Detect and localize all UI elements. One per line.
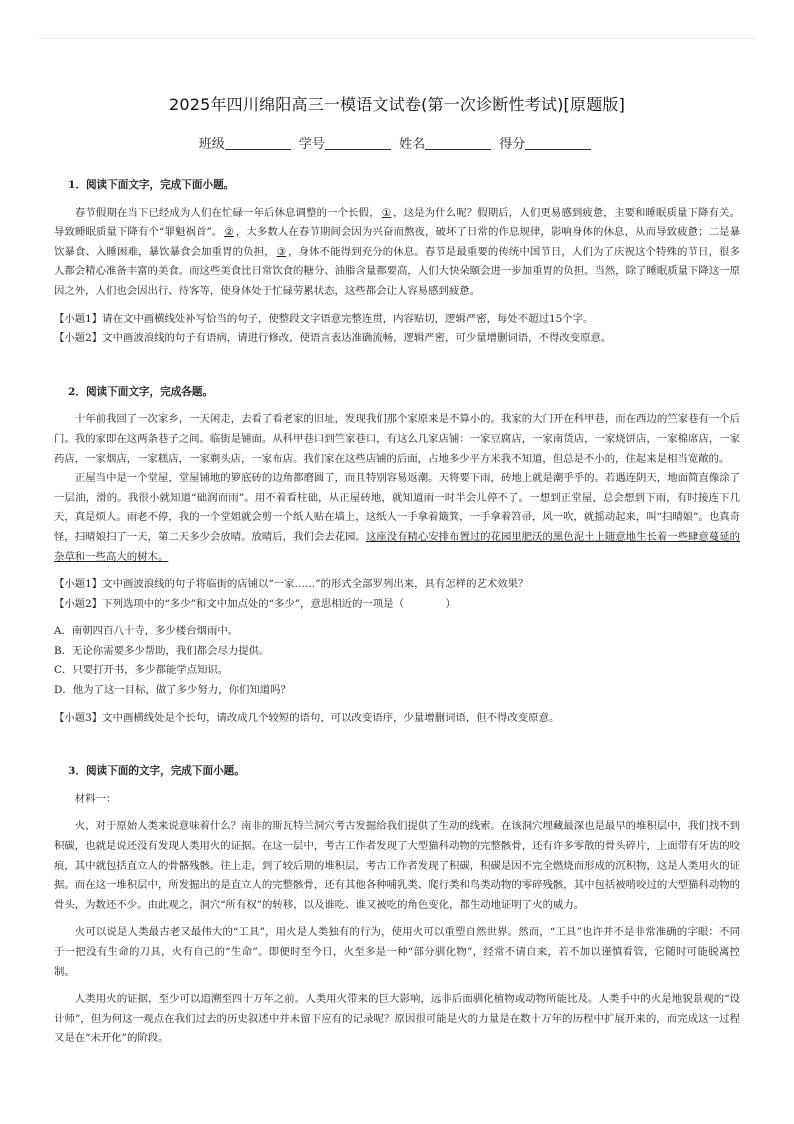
question-3-heading: 3．阅读下面的文字，完成下面小题。: [68, 765, 245, 778]
question-2-sub-2: 【小题2】下列选项中的“多少”和文中加点处的“多少”，意思相近的一项是（ ）: [54, 597, 456, 610]
question-1-sub-1: 【小题1】请在文中画横线处补写恰当的句子，使整段文字语意完整连贯，内容贴切，逻辑严密，每处不超过15个字。: [54, 312, 594, 325]
question-1: [54, 176, 740, 349]
underlined-sentence: 这座没有精心安排布置过的花园里肥沃的黑色泥土上随意地生长着一些肆意蔓延的杂草和一些高大的树木。: [54, 530, 741, 563]
option-b: B．无论你需要多少帮助，我们都会尽力提供。: [54, 644, 270, 657]
name-label: 姓名: [399, 137, 426, 152]
name-blank: [425, 137, 491, 150]
question-3-paragraph-3: 人类用火的证据，至少可以追溯至四十万年之前。人类用火带来的巨大影响，远非后面驯化植物或动物所能比及。人类手中的火是地貌景观的“设计师”，但为何这一观点在我们过去的历史叙述中并未留下应有的记录呢？原因很可能是火的力量是在数十万年的历程中扩展开来的，而完成这一过程又是在“未开化”的阶段。: [54, 993, 740, 1045]
question-2-sub-1: 【小题1】文中画波浪线的句子将临街的店铺以“一家……”的形式全部罗列出来，具有怎样的艺术效果？: [54, 578, 529, 591]
blank-2: ②: [224, 226, 234, 239]
top-divider: [38, 38, 756, 39]
question-2-paragraph-2: [54, 469, 740, 567]
blank-1: ①: [381, 206, 392, 219]
blank-3: ③: [276, 245, 287, 258]
score-blank: [525, 137, 591, 150]
page-title: 2025年四川绵阳高三一模语文试卷(第一次诊断性考试)[原题版]: [168, 95, 626, 114]
question-2-heading: 2．阅读下面文字，完成各题。: [68, 385, 214, 398]
number-blank: [325, 137, 391, 150]
option-d: D．他为了这一目标，做了多少努力，你们知道吗？: [54, 684, 291, 697]
option-c: C．只要打开书，多少都能学点知识。: [54, 664, 229, 677]
class-blank: [225, 137, 291, 150]
passage-text: ，大多数人在春节期间会因为兴奋而熬夜，破坏了日常的作息规律，影响身体的休息，从而导致疲惫；二是暴饮暴食、入睡困难，暴饮暴食会加重胃的负担，: [54, 226, 740, 258]
option-a: A．南朝四百八十寺，多少楼台烟雨中。: [54, 625, 239, 638]
question-3-paragraph-1: 火，对于原始人类来说意味着什么？南非的斯瓦特兰洞穴考古发掘给我们提供了生动的线索。在该洞穴埋藏最深也是最早的堆积层中，我们找不到积碳，也就是说还没有发现人类用火的证据。在这一层中，考古工作者发现了大型猫科动物的完整骸骨，还有许多零散的骨头碎片，上面带有牙齿的咬痕，其中就包括直立人的骨骼残骸。往上走，到了较后期的堆积层，考古工作者发现了积碳，积碳是因不完全燃烧而形成的沉积物，这是人类用火的证据。而在这一堆积层中，所发掘出的是直立人的完整骸骨，还有其他各种哺乳类、爬行类和鸟类动物的零碎残骸，其中包括被啃咬过的大型猫科动物的骨头，为数还不少。由此观之，洞穴“所有权”的转移，以及谁吃、谁又被吃的角色变化，都生动地证明了火的威力。: [54, 820, 740, 911]
passage-text: 春节假期在当下已经成为人们在忙碌一年后休息调整的一个长假，: [74, 206, 380, 219]
exam-content: [54, 176, 740, 1049]
score-label: 得分: [499, 137, 526, 152]
material-label: 材料一：: [74, 792, 117, 805]
passage-text: ，身体不能得到充分的休息。春节是最重要的传统中国节日，人们为了庆祝这个特殊的节日，很多人都会精心准备丰富的美食。而这些美食比日常饮食的糖分、油脂含量都要高，人们大快朵颐会进一步加重胃的负担。当然，除了睡眠质量下降这一原因之外，人们也会因出行、待客等，使身体处于忙碌劳累状态，这些都会让人容易感到疲惫。: [54, 245, 740, 297]
student-info-line: [0, 133, 794, 152]
question-2: [54, 383, 740, 729]
question-3: [54, 762, 740, 1049]
question-1-heading: 1．阅读下面文字，完成下面小题。: [68, 179, 235, 191]
question-3-paragraph-2: 火可以说是人类最古老又最伟大的“工具”，用火是人类独有的行为，使用火可以重塑自然世界。然而，“工具”也许并不是非常准确的字眼：不同于一把没有生命的刀具，火有自己的“生命”。即便时至今日，火至多是一种“部分驯化物”，经常不请自来，若不加以谨慎看管，它随时可能脱离控制。: [54, 926, 740, 978]
class-label: 班级: [198, 137, 225, 152]
number-label: 学号: [298, 137, 325, 152]
question-1-sub-2: 【小题2】文中画波浪线的句子有语病，请进行修改，使语言表达准确流畅，逻辑严密，可少量增删词语，不得改变原意。: [54, 332, 612, 345]
passage-text: 正屋当中是一个堂屋，堂屋铺地的箩底砖的边角都磨圆了，而且特别容易返潮。天将要下雨，砖地上就是潮乎乎的。若遇连阴天，地面简直像涂了一层油，滑的。我很小就知道“础润而雨”。用不着看柱础，从正屋砖地，就知道雨一时半会儿停不了。一想到正堂屋，总会想到下雨，有时接连下几天，真是烦人。雨老不停，我的一个堂姐就会剪一个纸人贴在墙上，这纸人一手拿着簸箕，一手拿着笤帚，风一吹，就摇动起来，叫“扫晴娘”。也真奇怪，扫晴娘扫了一天，第二天多少会放晴。放晴后，我们会去花园。: [54, 472, 741, 543]
question-2-paragraph-1: 十年前我回了一次家乡，一天闲走，去看了看老家的旧址，发现我们那个家原来是不算小的。我家的大门开在科甲巷，而在西边的竺家巷有一个后门。我的家即在这两条巷子之间。临街是铺面。从科甲巷口到竺家巷口，有这么几家店铺：一家豆腐店，一家南货店，一家烧饼店，一家棉席店，一家药店，一家烟店，一家糕店，一家剃头店，一家布店。我们家在这些店铺的后面，占地多少平方米我不知道，但总是不小的，住起来是相当宽敞的。: [54, 413, 740, 465]
passage-text: ，这是为什么呢？假期后，人们更易感到疲惫，主要和睡眠质量下降有关。导致睡眠质量下降有个“罪魁祸首”。: [54, 206, 740, 239]
question-1-passage: [54, 204, 740, 302]
question-2-sub-3: 【小题3】文中画横线处是个长句，请改成几个较短的语句，可以改变语序，少量增删词语，但不得改变原意。: [54, 711, 560, 724]
